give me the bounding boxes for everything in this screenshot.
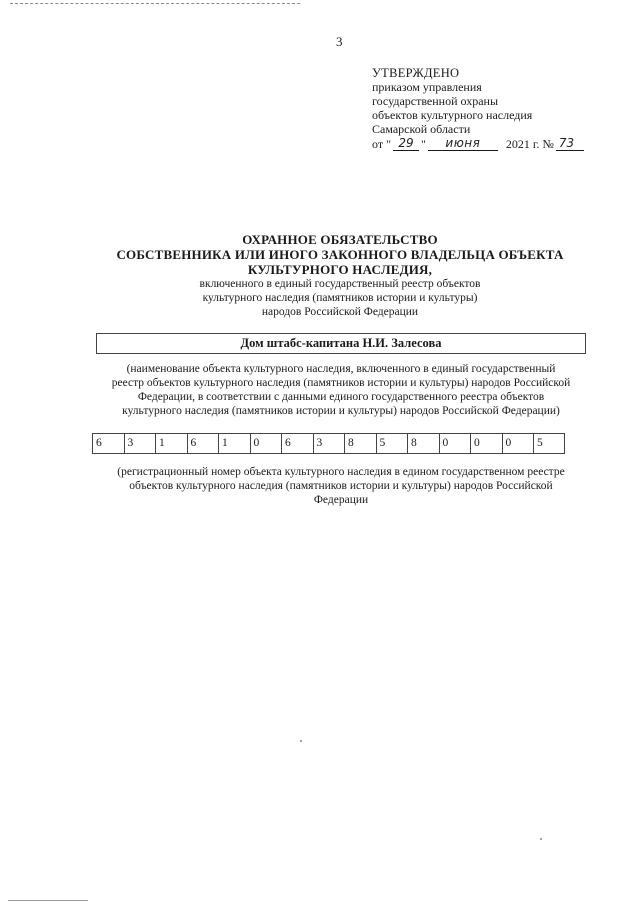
approval-line: Самарской области bbox=[372, 122, 471, 136]
subtitle-line: включенного в единый государственный реестр объектов bbox=[199, 278, 481, 290]
handwritten-day: 29 bbox=[393, 137, 419, 151]
approval-line: приказом управления bbox=[372, 80, 482, 94]
handwritten-month: июня bbox=[428, 137, 498, 151]
subtitle-line: народов Российской Федерации bbox=[261, 306, 419, 318]
date-prefix: от " bbox=[372, 137, 391, 151]
caption-line: Федерации, в соответствии с данными единого государственного реестра объектов bbox=[137, 391, 545, 403]
object-name-caption bbox=[96, 362, 586, 418]
handwritten-order-number: 73 bbox=[556, 137, 584, 151]
year-text: 2021 г. № bbox=[505, 137, 554, 151]
registration-caption bbox=[96, 465, 586, 507]
page-number: 3 bbox=[336, 34, 343, 49]
registration-digit-cell: 5 bbox=[533, 434, 565, 453]
approval-line: государственной охраны bbox=[372, 94, 499, 108]
scan-edge-bottom bbox=[8, 900, 88, 901]
registration-digit-cell: 6 bbox=[187, 434, 219, 453]
approval-line: объектов культурного наследия bbox=[372, 108, 533, 122]
approval-head: УТВЕРЖДЕНО bbox=[372, 66, 460, 80]
title-line: КУЛЬТУРНОГО НАСЛЕДИЯ, bbox=[247, 262, 433, 277]
caption-line: (регистрационный номер объекта культурного наследия в едином государственном реестре bbox=[117, 466, 565, 478]
caption-line: (наименование объекта культурного наследия, включенного в единый государственный bbox=[126, 363, 556, 375]
registration-digit-cell: 0 bbox=[502, 434, 534, 453]
caption-line: Федерации bbox=[313, 494, 369, 506]
caption-line: реестр объектов культурного наследия (памятников истории и культуры) народов Российской bbox=[111, 377, 571, 389]
title-line: СОБСТВЕННИКА ИЛИ ИНОГО ЗАКОННОГО ВЛАДЕЛЬЦА ОБЪЕКТА bbox=[116, 247, 564, 262]
registration-number-grid bbox=[92, 433, 565, 454]
scan-speck bbox=[300, 740, 302, 742]
approval-stamp bbox=[372, 66, 584, 151]
object-name: Дом штабс-капитана Н.И. Залесова bbox=[240, 336, 442, 350]
scan-speck bbox=[540, 838, 542, 840]
registration-digit-cell: 5 bbox=[376, 434, 408, 453]
registration-digit-cell: 0 bbox=[250, 434, 282, 453]
caption-line: культурного наследия (памятников истории и культуры) народов Российской Федерации) bbox=[122, 405, 560, 417]
registration-digit-cell: 3 bbox=[313, 434, 345, 453]
registration-digit-cell: 1 bbox=[155, 434, 187, 453]
scan-edge-top bbox=[10, 3, 300, 4]
registration-digit-cell: 0 bbox=[470, 434, 502, 453]
caption-line: объектов культурного наследия (памятников истории и культуры) народов Российской bbox=[129, 480, 553, 492]
registration-digit-cell: 3 bbox=[124, 434, 156, 453]
object-name-field bbox=[96, 333, 586, 354]
registration-digit-cell: 6 bbox=[281, 434, 313, 453]
registration-digit-cell: 8 bbox=[344, 434, 376, 453]
title-block bbox=[90, 232, 590, 319]
approval-date-line bbox=[372, 137, 584, 151]
subtitle-line: культурного наследия (памятников истории и культуры) bbox=[202, 292, 478, 304]
registration-digit-cell: 8 bbox=[407, 434, 439, 453]
date-quote: " bbox=[420, 137, 426, 151]
title-line: ОХРАННОЕ ОБЯЗАТЕЛЬСТВО bbox=[242, 232, 438, 247]
registration-digit-cell: 1 bbox=[218, 434, 250, 453]
registration-digit-cell: 6 bbox=[92, 434, 124, 453]
registration-digit-cell: 0 bbox=[439, 434, 471, 453]
